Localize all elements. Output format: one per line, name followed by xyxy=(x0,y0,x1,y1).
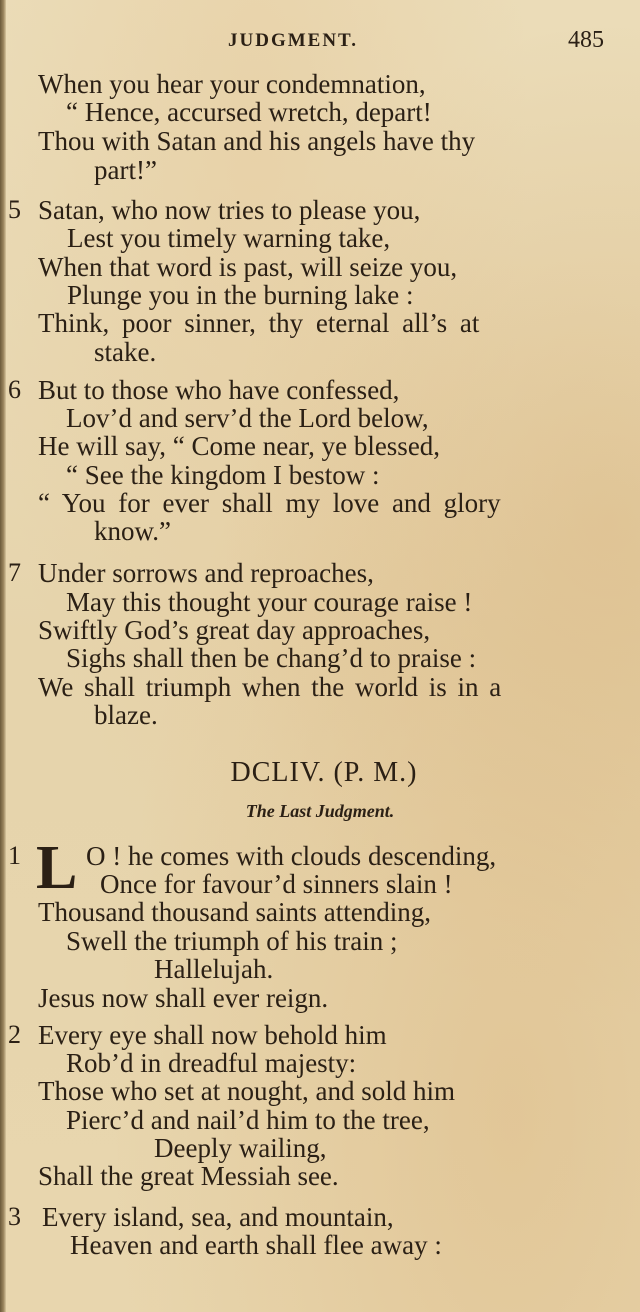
stanza-number: 6 xyxy=(8,375,21,404)
verse-line: Satan, who now tries to please you, xyxy=(38,195,421,225)
stanza-number: 5 xyxy=(8,195,21,224)
verse-line: “ Hence, accursed wretch, depart! xyxy=(66,97,432,127)
verse-line: When you hear your condemnation, xyxy=(38,69,426,99)
verse-line: Swiftly God’s great day approaches, xyxy=(38,615,431,645)
verse-line: part!” xyxy=(94,155,157,185)
stanza-number: 2 xyxy=(8,1020,21,1049)
verse-line: Swell the triumph of his train ; xyxy=(66,926,398,956)
drop-cap: L xyxy=(36,834,78,902)
verse-line: Once for favour’d sinners slain ! xyxy=(100,869,453,899)
verse-line: Every island, sea, and mountain, xyxy=(42,1202,394,1232)
verse-line: Those who set at nought, and sold him xyxy=(38,1076,455,1106)
stanza-number: 7 xyxy=(8,558,21,587)
verse-line: O ! he comes with clouds descending, xyxy=(86,841,497,871)
verse-line: But to those who have confessed, xyxy=(38,375,400,405)
verse-line: When that word is past, will seize you, xyxy=(38,252,458,282)
verse-line: Sighs shall then be chang’d to praise : xyxy=(66,643,477,673)
verse-line: stake. xyxy=(94,337,157,367)
verse-line: May this thought your courage raise ! xyxy=(66,587,473,617)
verse-line: “ See the kingdom I bestow : xyxy=(66,460,380,490)
hymn-number: DCLIV. (P. M.) xyxy=(230,757,418,788)
verse-line: blaze. xyxy=(94,700,158,730)
verse-line: Hallelujah. xyxy=(154,954,274,984)
verse-line: Lov’d and serv’d the Lord below, xyxy=(66,403,429,433)
verse-line: “ You for ever shall my love and glory xyxy=(38,488,501,518)
stanza-number: 3 xyxy=(8,1202,21,1231)
stanza-number: 1 xyxy=(8,841,21,870)
verse-line: Heaven and earth shall flee away : xyxy=(70,1230,442,1260)
verse-line: Shall the great Messiah see. xyxy=(38,1161,339,1191)
verse-line: Under sorrows and reproaches, xyxy=(38,558,374,588)
verse-line: Thousand thousand saints attending, xyxy=(38,897,431,927)
verse-line: We shall triumph when the world is in a xyxy=(38,672,502,702)
verse-line: Think, poor sinner, thy eternal all’s at xyxy=(38,308,480,338)
verse-line: Plunge you in the burning lake : xyxy=(67,280,414,310)
verse-line: He will say, “ Come near, ye blessed, xyxy=(38,431,441,461)
running-title: JUDGMENT. xyxy=(228,30,359,51)
verse-line: know.” xyxy=(94,516,171,546)
running-head xyxy=(0,27,640,54)
page-spine-edge xyxy=(0,0,6,1312)
verse-line: Jesus now shall ever reign. xyxy=(38,983,329,1013)
verse-line: Deeply wailing, xyxy=(154,1133,327,1163)
verse-line: Pierc’d and nail’d him to the tree, xyxy=(66,1105,430,1135)
verse-line: Lest you timely warning take, xyxy=(67,223,391,253)
verse-line: Rob’d in dreadful majesty: xyxy=(66,1048,357,1078)
verse-line: Thou with Satan and his angels have thy xyxy=(38,126,476,156)
page-number: 485 xyxy=(568,27,604,53)
hymn-subtitle: The Last Judgment. xyxy=(245,801,395,821)
verse-line: Every eye shall now behold him xyxy=(38,1020,387,1050)
